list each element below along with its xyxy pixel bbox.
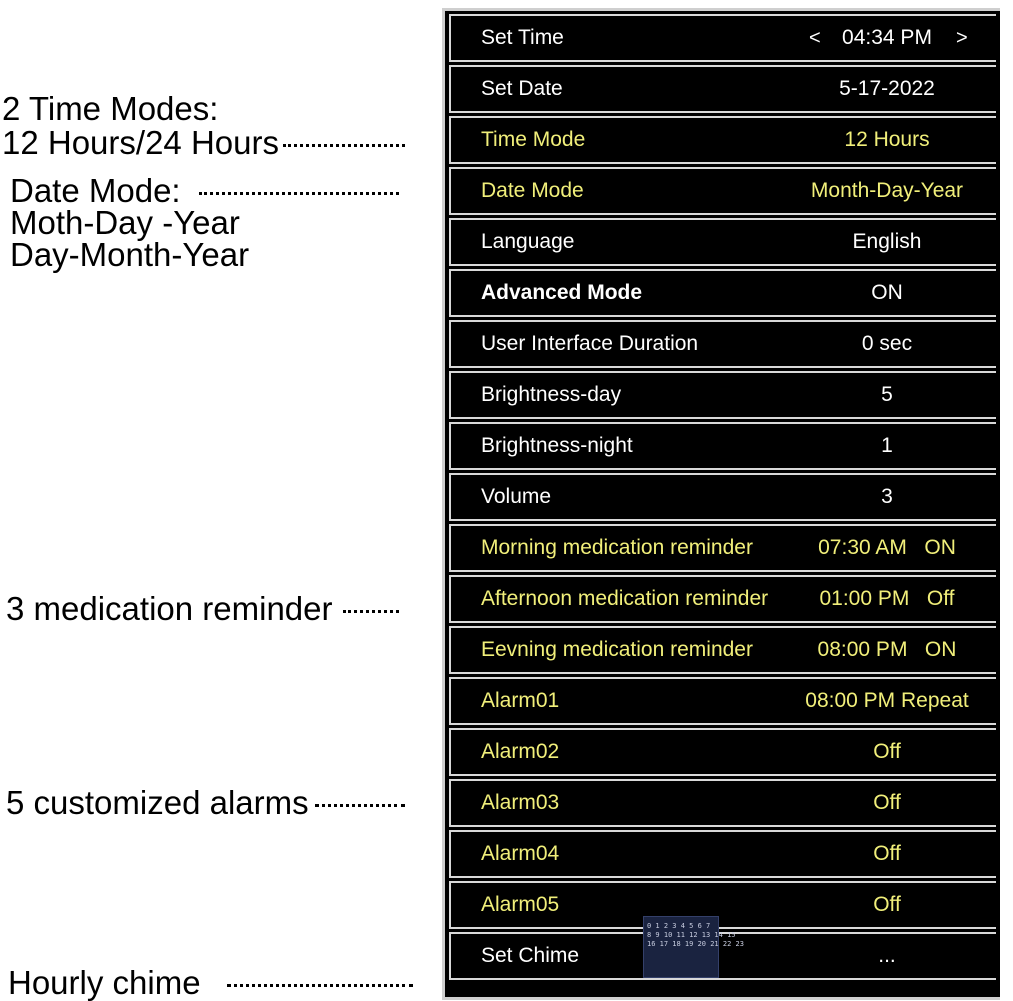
alarm02-label: Alarm02 xyxy=(481,740,560,763)
date-mode-label: Date Mode xyxy=(481,179,584,202)
time-modes-detail-text: 12 Hours/24 Hours xyxy=(2,124,279,161)
alarm01-value: 08:00 PM Repeat xyxy=(805,689,969,712)
time-mode-label: Time Mode xyxy=(481,128,586,151)
evening-reminder-value: 08:00 PM ON xyxy=(817,638,957,661)
chime-annotation xyxy=(8,966,413,999)
evening-reminder-label: Eevning medication reminder xyxy=(481,638,753,661)
menu-row-set-date[interactable] xyxy=(449,65,996,113)
menu-row-alarm03[interactable] xyxy=(449,779,996,827)
menu-row-morning-reminder[interactable] xyxy=(449,524,996,572)
menu-row-evening-reminder[interactable] xyxy=(449,626,996,674)
chime-annotation-text: Hourly chime xyxy=(8,964,201,1001)
menu-row-language[interactable] xyxy=(449,218,996,266)
chime-hours-line1: 0 1 2 3 4 5 6 7 xyxy=(647,922,711,930)
menu-row-alarm04[interactable] xyxy=(449,830,996,878)
alarm05-label: Alarm05 xyxy=(481,893,560,916)
menu-row-afternoon-reminder[interactable] xyxy=(449,575,996,623)
set-date-value: 5-17-2022 xyxy=(839,77,935,100)
ui-duration-value: 0 sec xyxy=(861,332,913,355)
medication-leader-dots xyxy=(343,610,399,613)
alarm03-label: Alarm03 xyxy=(481,791,560,814)
date-mode-title-text: Date Mode: xyxy=(10,172,181,209)
alarm01-label: Alarm01 xyxy=(481,689,560,712)
brightness-day-value: 5 xyxy=(881,383,893,406)
ui-duration-label: User Interface Duration xyxy=(481,332,699,355)
alarm04-label: Alarm04 xyxy=(481,842,560,865)
chevron-left-icon[interactable]: < xyxy=(809,27,821,49)
set-chime-label: Set Chime xyxy=(481,944,580,967)
set-time-label: Set Time xyxy=(481,26,564,49)
volume-value: 3 xyxy=(881,485,893,508)
menu-row-brightness-night[interactable] xyxy=(449,422,996,470)
medication-annotation-text: 3 medication reminder xyxy=(6,590,333,627)
menu-row-alarm01[interactable] xyxy=(449,677,996,725)
menu-row-ui-duration[interactable] xyxy=(449,320,996,368)
advanced-mode-value: ON xyxy=(871,281,903,304)
menu-row-alarm02[interactable] xyxy=(449,728,996,776)
morning-reminder-value: 07:30 AM ON xyxy=(818,536,956,559)
date-mode-leader-dots xyxy=(199,192,399,195)
chime-leader-dots xyxy=(227,984,413,987)
volume-label: Volume xyxy=(481,485,552,508)
alarm02-value: Off xyxy=(873,740,901,763)
menu-row-alarm05[interactable] xyxy=(449,881,996,929)
afternoon-reminder-label: Afternoon medication reminder xyxy=(481,587,769,610)
time-mode-value: 12 Hours xyxy=(844,128,930,151)
menu-row-set-time[interactable] xyxy=(449,14,996,62)
time-modes-title: 2 Time Modes: xyxy=(2,90,219,127)
menu-row-advanced-mode[interactable] xyxy=(449,269,996,317)
alarm03-value: Off xyxy=(873,791,901,814)
settings-menu-panel xyxy=(442,8,1000,1000)
menu-row-date-mode[interactable] xyxy=(449,167,996,215)
afternoon-reminder-value: 01:00 PM Off xyxy=(819,587,955,610)
alarm05-value: Off xyxy=(873,893,901,916)
morning-reminder-label: Morning medication reminder xyxy=(481,536,753,559)
language-label: Language xyxy=(481,230,575,253)
menu-row-time-mode[interactable] xyxy=(449,116,996,164)
alarms-annotation-text: 5 customized alarms xyxy=(6,784,309,821)
brightness-day-label: Brightness-day xyxy=(481,383,622,406)
chime-hours-line2: 8 9 10 11 12 13 14 15 xyxy=(647,931,736,939)
date-mode-title xyxy=(10,174,399,207)
set-time-value: 04:34 PM xyxy=(842,26,932,49)
date-mode-line2: Day-Month-Year xyxy=(10,236,250,273)
alarm04-value: Off xyxy=(873,842,901,865)
chevron-right-icon[interactable]: > xyxy=(956,27,968,49)
brightness-night-label: Brightness-night xyxy=(481,434,633,457)
alarms-leader-dots xyxy=(315,804,405,807)
medication-annotation xyxy=(6,592,399,625)
brightness-night-value: 1 xyxy=(881,434,893,457)
set-date-label: Set Date xyxy=(481,77,563,100)
menu-row-brightness-day[interactable] xyxy=(449,371,996,419)
date-mode-value: Month-Day-Year xyxy=(810,179,964,202)
chime-hours-thumbnail xyxy=(643,916,744,978)
menu-row-set-chime[interactable] xyxy=(449,922,996,980)
menu-row-volume[interactable] xyxy=(449,473,996,521)
language-value: English xyxy=(852,230,922,253)
time-modes-leader-dots xyxy=(283,144,405,147)
time-modes-detail xyxy=(2,126,405,159)
advanced-mode-label: Advanced Mode xyxy=(481,281,643,304)
alarms-annotation xyxy=(6,786,405,819)
chime-hours-line3: 16 17 18 19 20 21 22 23 xyxy=(647,940,744,948)
set-chime-value: ... xyxy=(878,944,896,967)
date-mode-line1: Moth-Day -Year xyxy=(10,204,240,241)
